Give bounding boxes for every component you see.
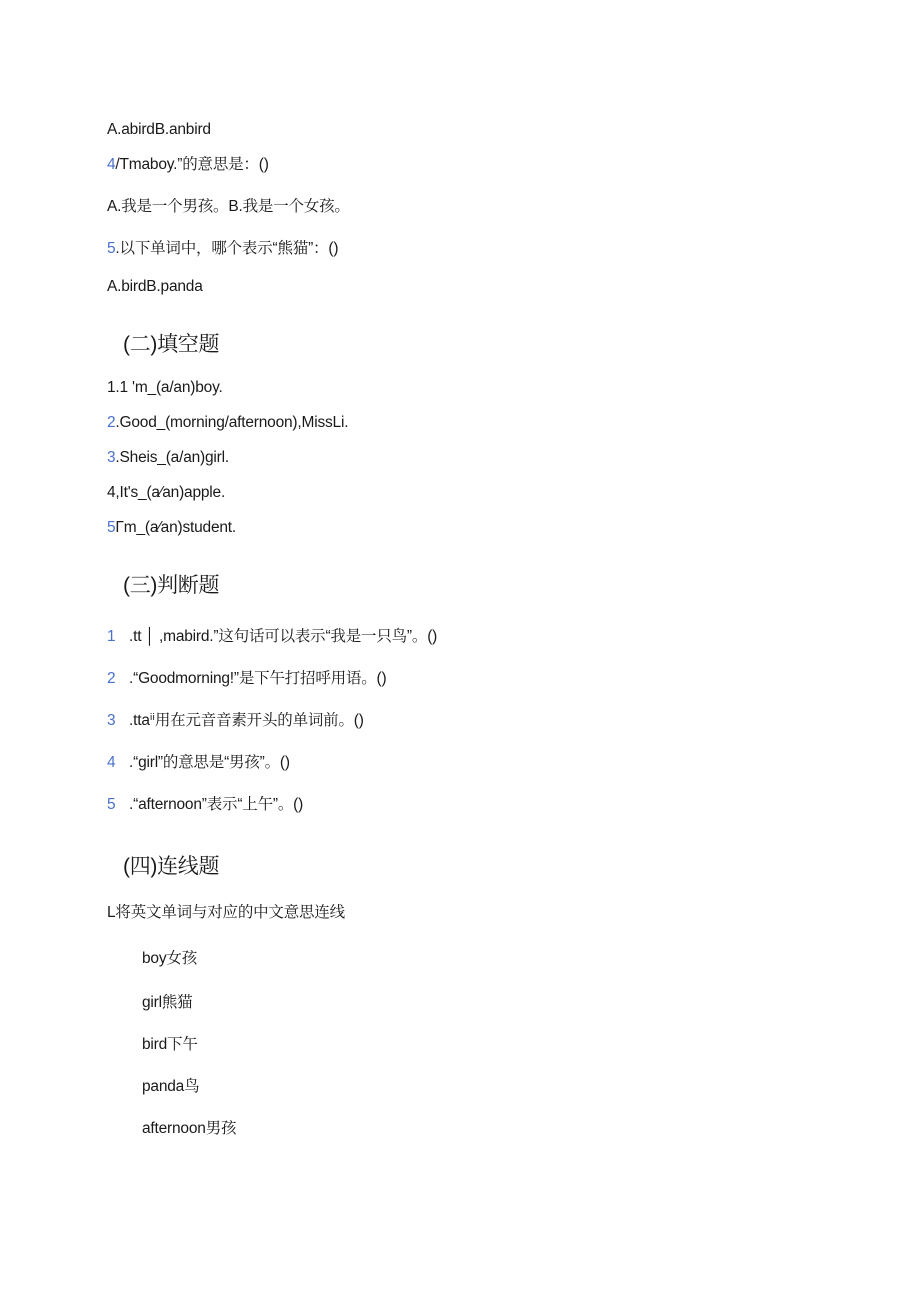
q4-text: /Tmaboy.”的意思是：() [115,156,269,173]
judge-item-4-number: 4 [107,754,116,771]
q4-options: A.我是一个男孩。B.我是一个女孩。 [107,198,350,215]
q5-question [107,238,338,260]
judge-item-2-text: .“Goodmorning!”是下午打招呼用语。() [129,670,387,687]
q4-question [107,154,269,176]
fill-item-4-text: ,It's_(a⁄an)apple. [115,484,226,501]
fill-item-5 [107,517,236,539]
judge-item-3 [107,710,364,732]
judge-item-2 [107,668,386,690]
fill-item-3-text: .Sheis_(a/an)girl. [115,449,229,466]
section-title-matching: (四)连线题 [123,855,220,878]
q5-options: A.birdB.panda [107,278,203,295]
q5-text: .以下单词中，哪个表示“熊猫”：() [115,240,339,257]
matching-pair-4: panda鸟 [142,1078,200,1095]
fill-item-2-number: 2 [107,414,116,431]
matching-pair-5: afternoon男孩 [142,1120,237,1137]
fill-item-5-number: 5 [107,519,116,536]
judge-item-5-number: 5 [107,796,116,813]
fill-item-4 [107,482,225,504]
fill-item-4-number: 4 [107,484,116,501]
judge-item-1-text: .tt │ ,mabird.”这句话可以表示“我是一只鸟”。() [129,628,438,645]
judge-item-3-text: .ttaⁱⁱ用在元音音素开头的单词前。() [129,712,364,729]
matching-pair-3: bird下午 [142,1036,198,1053]
section-title-true-false: (三)判断题 [123,574,220,597]
fill-item-3 [107,447,229,469]
fill-item-2 [107,412,348,434]
matching-pair-2: girl熊猫 [142,994,193,1011]
matching-pair-1: boy女孩 [142,950,197,967]
judge-item-5 [107,794,303,816]
fill-item-2-text: .Good_(morning/afternoon),MissLi. [115,414,349,431]
q3-options: A.abirdB.anbird [107,121,211,138]
judge-item-1 [107,626,437,648]
judge-item-2-number: 2 [107,670,116,687]
fill-item-1-number: 1 [107,379,116,396]
fill-item-1-text: .1 'm_(a/an)boy. [115,379,223,396]
q4-number: 4 [107,156,116,173]
q5-number: 5 [107,240,116,257]
fill-item-3-number: 3 [107,449,116,466]
fill-item-5-text: Γm_(a⁄an)student. [115,519,237,536]
section-title-fill-blank: (二)填空题 [123,333,220,356]
judge-item-1-number: 1 [107,628,116,645]
judge-item-3-number: 3 [107,712,116,729]
matching-instruction: L将英文单词与对应的中文意思连线 [107,904,345,921]
judge-item-5-text: .“afternoon”表示“上午”。() [129,796,304,813]
judge-item-4 [107,752,290,774]
judge-item-4-text: .“girl”的意思是“男孩”。() [129,754,290,771]
fill-item-1 [107,377,223,399]
